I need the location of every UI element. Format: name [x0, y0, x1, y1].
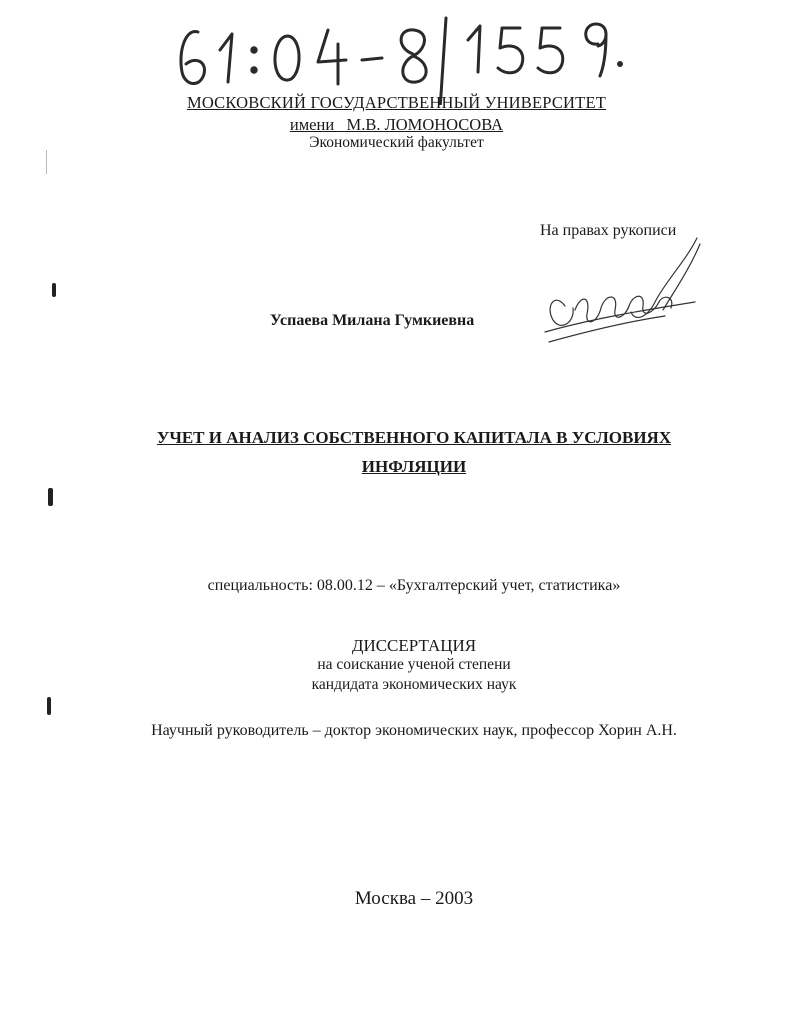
author-name: Успаева Милана Гумкиевна: [270, 312, 475, 329]
scan-mark: [48, 488, 53, 506]
dissertation-title-line2: ИНФЛЯЦИИ: [361, 457, 467, 476]
degree-line2: кандидата экономических наук: [311, 676, 517, 693]
specialty-line: специальность: 08.00.12 – «Бухгалтерский учет, статистика»: [207, 577, 621, 594]
signature-icon: [535, 232, 710, 352]
dissertation-heading: ДИССЕРТАЦИЯ: [351, 636, 477, 655]
faculty-name: Экономический факультет: [309, 134, 484, 151]
rights-note: На правах рукописи: [540, 222, 677, 239]
archive-number-handwritten: [168, 10, 628, 105]
degree-line1: на соискание ученой степени: [317, 656, 511, 673]
dissertation-title-line1: УЧЕТ И АНАЛИЗ СОБСТВЕННОГО КАПИТАЛА В УСЛОВИЯХ: [156, 428, 672, 447]
university-name: МОСКОВСКИЙ ГОСУДАРСТВЕННЫЙ УНИВЕРСИТЕТ: [186, 93, 607, 112]
scan-mark: [52, 283, 56, 297]
named-after: имени М.В. ЛОМОНОСОВА: [289, 115, 504, 134]
scan-mark: [46, 150, 47, 174]
city-year: Москва – 2003: [354, 888, 474, 909]
scan-mark: [47, 697, 51, 715]
supervisor-line: Научный руководитель – доктор экономических наук, профессор Хорин А.Н.: [151, 722, 677, 739]
